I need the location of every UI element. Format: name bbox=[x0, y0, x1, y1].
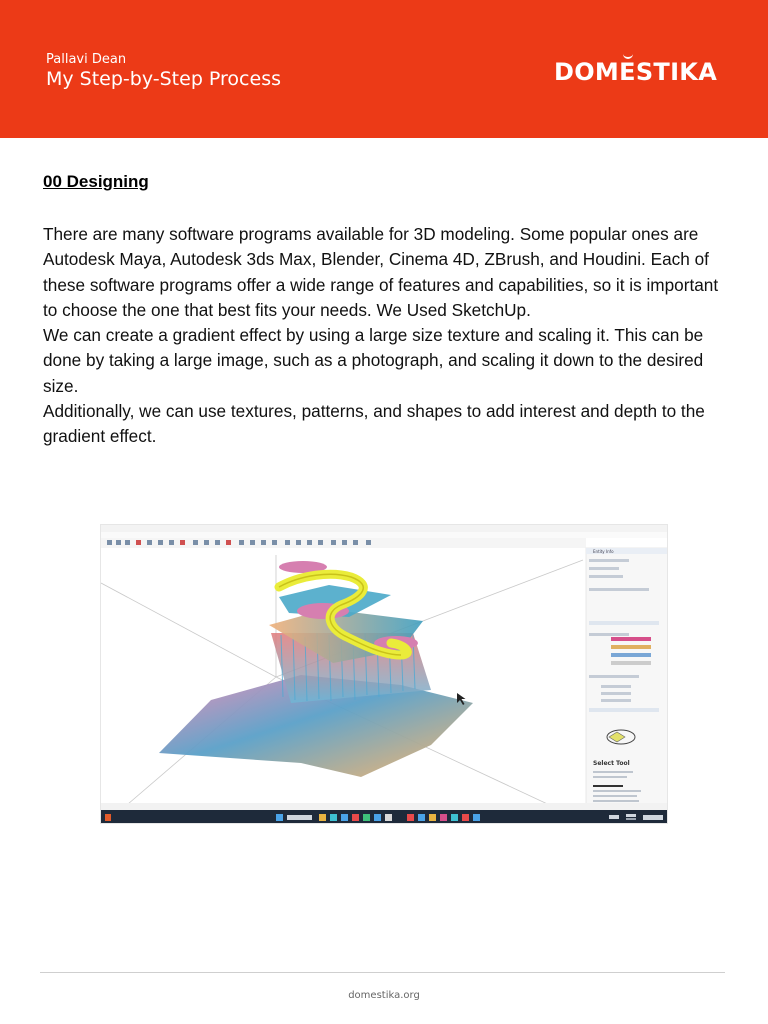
document-title: My Step-by-Step Process bbox=[46, 68, 281, 90]
logo-text-end: STIKA bbox=[635, 58, 718, 86]
paragraph: We can create a gradient effect by using a large size texture and scaling it. This can be done by taking a large image, such as a photograph, and scaling it down to the desired size. bbox=[43, 325, 704, 396]
tray-panel-heading: Entity Info bbox=[593, 549, 614, 554]
tool-title: Select Tool bbox=[593, 760, 630, 767]
author-name: Pallavi Dean bbox=[46, 52, 127, 67]
footer-divider bbox=[40, 972, 725, 973]
status-bar bbox=[101, 803, 668, 810]
paragraph: There are many software programs available for 3D modeling. Some popular ones are Autodesk Maya, Autodesk 3ds Max, Blender, Cinema 4D, ZBrush, and Houdini. Each of these software programs offer a wide range of features and capabilities, so it is important to choose the one that best fits your needs. We Used SketchUp. bbox=[43, 224, 719, 320]
title-bar bbox=[101, 525, 668, 532]
sketchup-screenshot-graphic bbox=[101, 525, 668, 824]
body-text bbox=[43, 222, 733, 450]
domestika-logo[interactable] bbox=[554, 58, 734, 86]
logo-accent-letter: E bbox=[619, 58, 636, 86]
menu-bar bbox=[101, 532, 668, 538]
footer-site-link[interactable]: domestika.org bbox=[348, 990, 420, 1001]
sketchup-screenshot bbox=[100, 524, 668, 824]
section-heading: 00 Designing bbox=[43, 172, 149, 191]
paragraph: Additionally, we can use textures, patterns, and shapes to add interest and depth to the gradient effect. bbox=[43, 401, 705, 447]
header-banner bbox=[0, 0, 768, 138]
windows-taskbar bbox=[101, 810, 668, 824]
logo-text-start: DOM bbox=[554, 58, 620, 86]
